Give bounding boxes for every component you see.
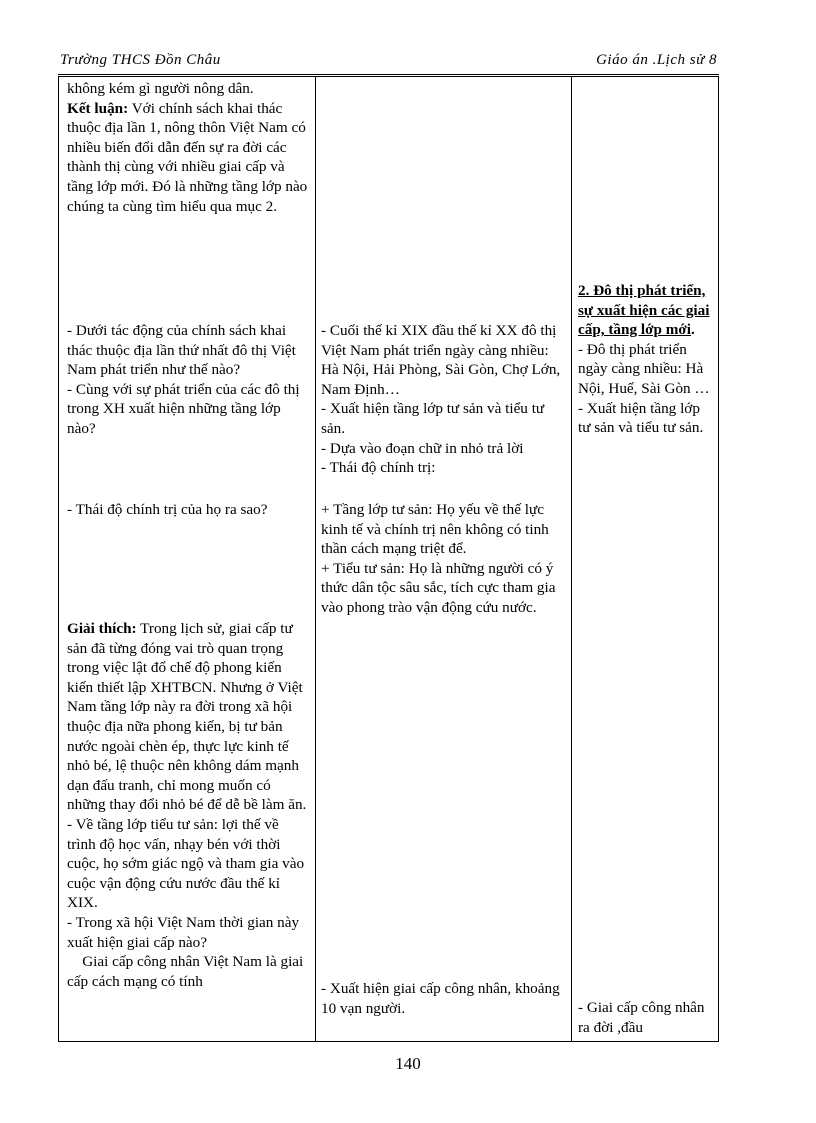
content-working-class: - Giai cấp công nhân ra đời ,đầu (578, 999, 705, 1036)
lesson-table (58, 76, 719, 1042)
answer-attitude: - Thái độ chính trị: (321, 459, 436, 477)
explanation-text: Trong lịch sử, giai cấp tư sản đã từng đóng vai trò quan trọng trong việc lật đổ chế độ phong kiến kiến thiết lập XHTBCN. Nhưng ở Việt Nam tầng lớp này ra đời trong xã hội thuộc địa nữa phong kiến, bị tư bản nước ngoài chèn ép, thực lực kinh tế nhỏ bé, lệ thuộc nên không dám mạnh dạn đấu tranh, chỉ mong muốn có những thay đổi nhỏ bé để dễ bề làm ăn. (67, 620, 307, 814)
teacher-activity-column (67, 77, 309, 1041)
question-working-class: - Trong xã hội Việt Nam thời gian này xuất hiện giai cấp nào? (67, 913, 300, 951)
page-header (58, 50, 719, 75)
explanation-paragraph (67, 619, 309, 815)
explanation-label: Giải thích: (67, 620, 137, 637)
conclusion-paragraph (67, 99, 309, 217)
bourgeois-attitude: + Tầng lớp tư sản: Họ yếu về thế lực kinh tế và chính trị nên không có tinh thần cách mạng triệt để. (321, 501, 549, 558)
content-classes: - Xuất hiện tầng lớp tư sản và tiểu tư sản. (578, 399, 704, 437)
question-classes: - Cùng với sự phát triển của các đô thị trong XH xuất hiện những tầng lớp nào? (67, 380, 300, 437)
attitude-block (321, 500, 567, 618)
content-column (578, 77, 716, 1041)
continued-line: không kém gì người nông dân. (67, 80, 254, 97)
conclusion-label: Kết luận: (67, 99, 129, 117)
answer-urban: - Cuối thế kỉ XIX đầu thế kỉ XX đô thị Việt Nam phát triển ngày càng nhiều: Hà Nội, Hải Phòng, Sài Gòn, Chợ Lớn, Nam Định… (321, 322, 561, 398)
explanation-block (67, 619, 309, 991)
section-title: 2. Đô thị phát triển, sự xuất hiện các giai cấp, tầng lớp mới. (578, 282, 710, 339)
column-divider (571, 77, 572, 1041)
question-attitude: - Thái độ chính trị của họ ra sao? (67, 501, 268, 518)
school-name: Trường THCS Đồn Châu (60, 52, 221, 68)
answer-block (321, 321, 567, 478)
subject-label: Giáo án .Lịch sử 8 (596, 52, 717, 68)
petty-bourgeois-note: - Về tầng lớp tiểu tư sản: lợi thế về trình độ học vấn, nhạy bén với thời cuộc, họ sớm giác ngộ và tham gia vào cuộc vận động cứu nước đầu thế kỉ XIX. (67, 815, 305, 912)
conclusion-block (67, 79, 309, 216)
petty-bourgeois-attitude: + Tiểu tư sản: Họ là những người có ý thức dân tộc sâu sắc, tích cực tham gia vào phong trào vận động cứu nước. (321, 559, 556, 616)
question-urban: - Dưới tác động của chính sách khai thác thuộc địa lần thứ nhất đô thị Việt Nam phát triển như thế nào? (67, 322, 296, 379)
working-class-answer: - Xuất hiện giai cấp công nhân, khoảng 10 vạn người. (321, 980, 560, 1017)
conclusion-text: Với chính sách khai thác thuộc địa lần 1, nông thôn Việt Nam có nhiều biến đổi dẫn đến sự ra đời các thành thị cùng với nhiều giai cấp và tầng lớp mới. Đó là những tầng lớp nào chúng ta cùng tìm hiểu qua mục 2. (67, 99, 308, 215)
page-number: 140 (395, 1054, 421, 1073)
answer-hint: - Dựa vào đoạn chữ in nhỏ trả lời (321, 439, 524, 457)
answer-classes: - Xuất hiện tầng lớp tư sản và tiểu tư sản. (321, 400, 545, 437)
question-block (67, 321, 309, 439)
section-2-block (578, 281, 716, 438)
working-class-note: Giai cấp công nhân Việt Nam là giai cấp cách mạng có tính (67, 953, 308, 990)
content-urban: - Đô thị phát triển ngày càng nhiều: Hà Nội, Huế, Sài Gòn … (578, 340, 710, 397)
column-divider (315, 77, 316, 1041)
student-activity-column (321, 77, 567, 1041)
